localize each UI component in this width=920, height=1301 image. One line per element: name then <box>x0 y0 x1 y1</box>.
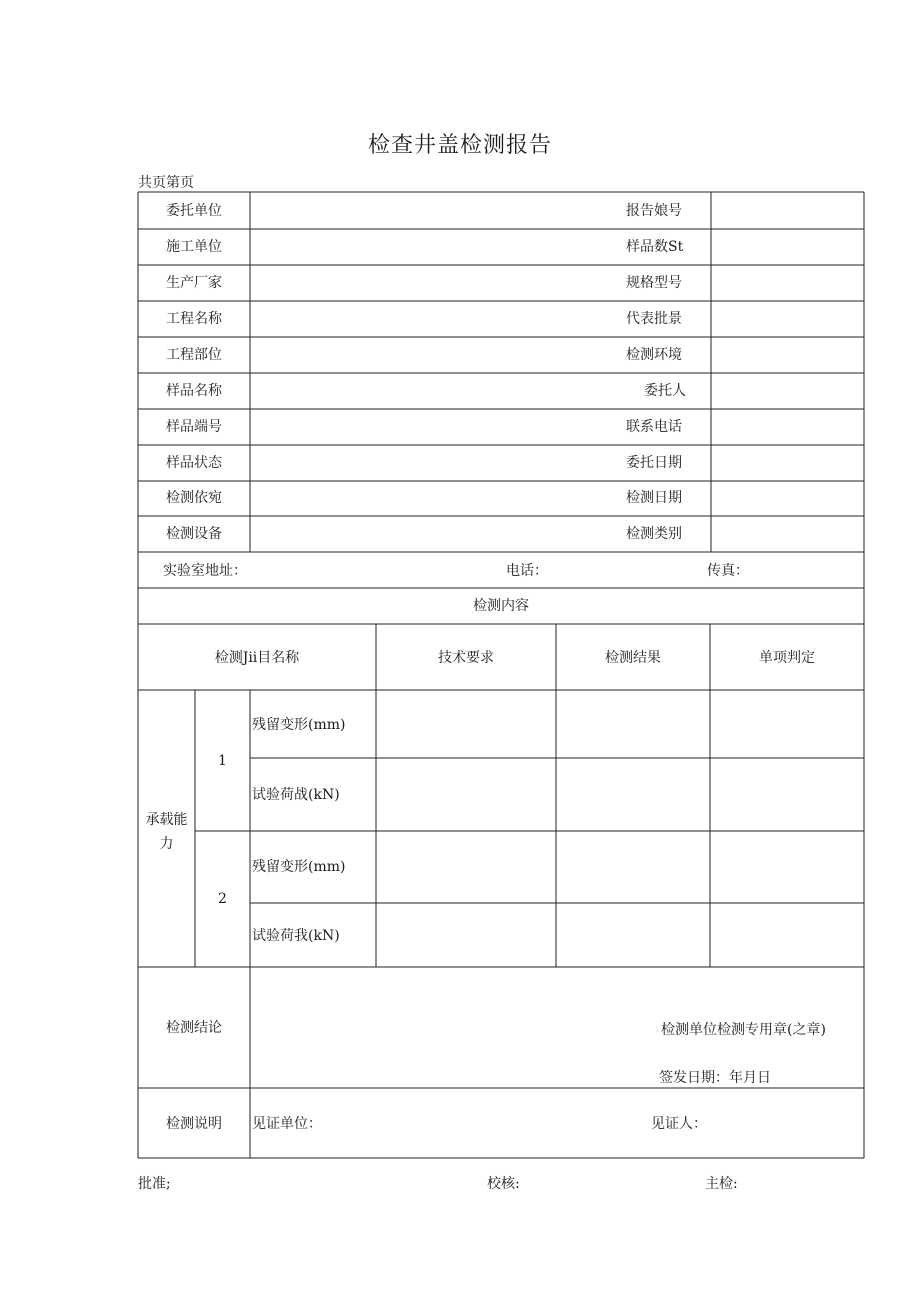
label-contact-phone: 联系电话 <box>626 419 682 435</box>
report-title: 检查井盖检测报告 <box>367 133 552 158</box>
label-client: 委托单位 <box>166 203 222 219</box>
label-test-date: 检测日期 <box>626 490 682 506</box>
lab-address-label: 实验室地址： <box>163 563 247 579</box>
label-construction-unit: 施工单位 <box>166 239 222 255</box>
item-number-2: 2 <box>218 891 227 907</box>
label-test-equipment: 检测设备 <box>166 526 222 542</box>
issue-date: 签发日期：年月日 <box>659 1070 771 1086</box>
capacity-group-label-line1: 承载能 <box>145 812 188 828</box>
label-manufacturer: 生产厂家 <box>166 275 222 291</box>
label-test-basis: 检测依宛 <box>166 490 222 506</box>
label-sample-status: 样品状态 <box>166 455 222 471</box>
label-sample-number: 样品端号 <box>166 419 222 435</box>
capacity-group-label <box>138 808 195 856</box>
page-info: 共页第页 <box>138 175 194 191</box>
lab-phone-label: 电话： <box>506 563 548 579</box>
column-header-result: 检测结果 <box>605 650 661 666</box>
witness-unit-label: 见证单位： <box>252 1116 322 1132</box>
label-project-part: 工程部位 <box>166 347 222 363</box>
label-test-category: 检测类别 <box>626 526 682 542</box>
row-residual-deformation-1: 残留变形(mm) <box>252 717 346 733</box>
label-sample-quantity: 样品数St <box>626 239 684 255</box>
column-header-item-name: 检测Jii目名称 <box>214 650 300 666</box>
lab-fax-label: 传真： <box>707 563 749 579</box>
conclusion-label: 检测结论 <box>166 1020 222 1036</box>
seal-text: 检测单位检测专用章(之章) <box>661 1022 826 1038</box>
row-residual-deformation-2: 残留变形(mm) <box>252 859 346 875</box>
row-test-load-1: 试验荷战(kN) <box>252 787 340 803</box>
label-commission-date: 委托日期 <box>626 455 682 471</box>
label-client-person: 委托人 <box>644 383 686 399</box>
column-header-judgement: 单项判定 <box>759 650 815 666</box>
label-sample-name: 样品名称 <box>166 383 222 399</box>
notes-label: 检测说明 <box>166 1116 222 1132</box>
label-specification: 规格型号 <box>626 275 682 291</box>
label-batch: 代表批景 <box>626 311 682 327</box>
label-project-name: 工程名称 <box>166 311 222 327</box>
witness-person-label: 见证人： <box>651 1116 707 1132</box>
content-title: 检测内容 <box>473 598 529 614</box>
label-report-number: 报告娘号 <box>626 203 682 219</box>
row-test-load-2: 试验荷我(kN) <box>252 928 340 944</box>
footer-review: 校核: <box>487 1176 520 1192</box>
column-header-requirement: 技术要求 <box>438 650 494 666</box>
footer-approve: 批准; <box>138 1176 171 1192</box>
label-test-environment: 检测环境 <box>626 347 682 363</box>
footer-inspector: 主检: <box>705 1176 738 1192</box>
item-number-1: 1 <box>218 753 227 769</box>
capacity-group-label-line2: 力 <box>159 836 174 852</box>
